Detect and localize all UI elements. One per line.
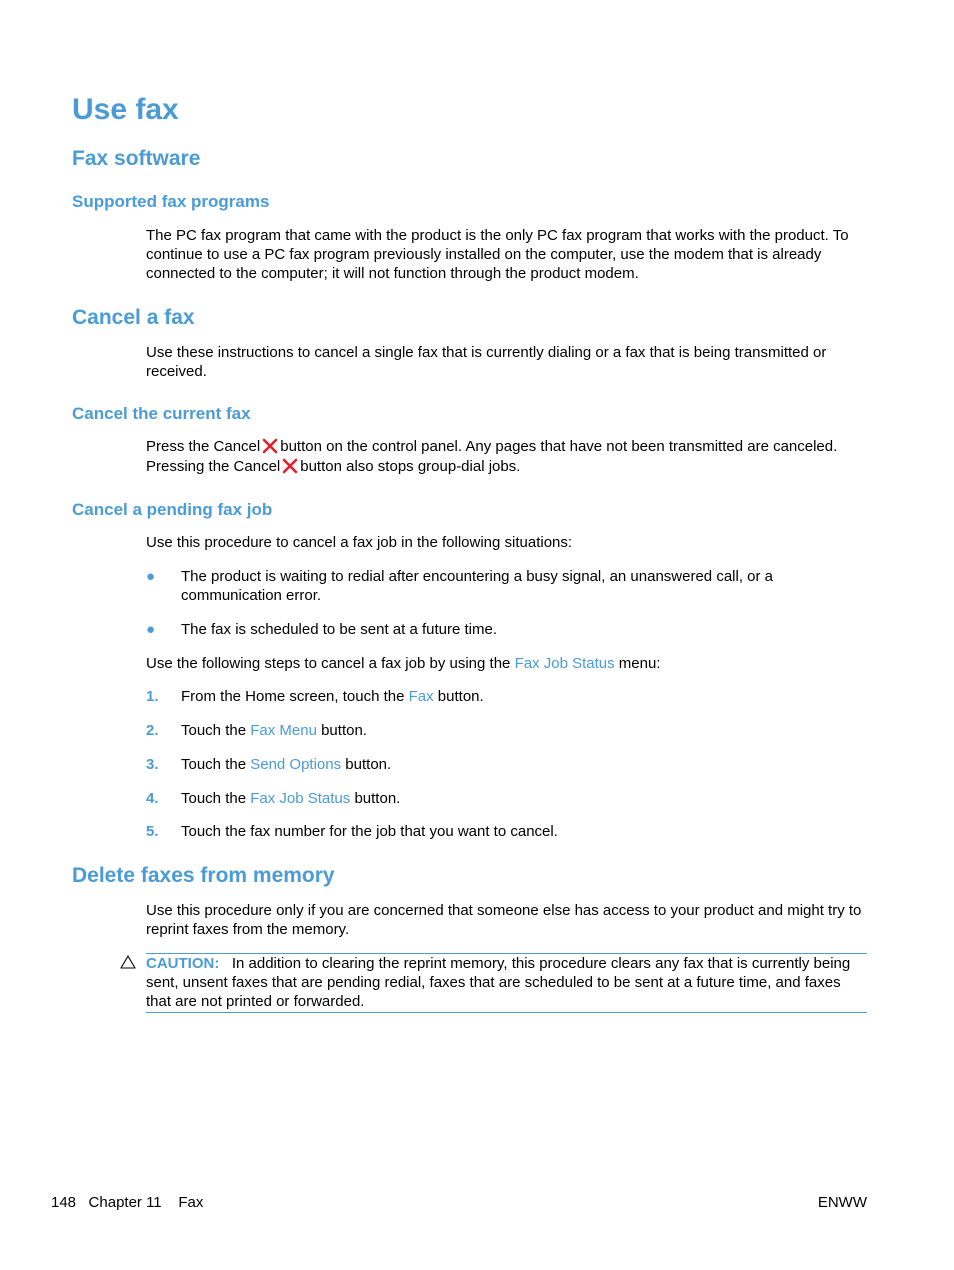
step-4-suffix: button. (354, 790, 401, 807)
pending-intro-text: Use this procedure to cancel a fax job in the following situations: (146, 534, 573, 551)
cancel-x-icon (262, 438, 278, 454)
cancel-x-icon (282, 458, 298, 474)
step-number-2: 2. (146, 722, 159, 739)
step-4 (181, 789, 841, 808)
step-number-1: 1. (146, 688, 159, 705)
step-4-link-fax-job-status: Fax Job Status (250, 790, 351, 807)
step-2-suffix: button. (321, 722, 367, 739)
page-title: Use fax (72, 93, 179, 126)
step-number-4: 4. (146, 790, 159, 807)
step-number-3: 3. (146, 756, 159, 773)
steps-intro-text (146, 654, 868, 673)
footer-left (51, 1193, 203, 1212)
step-number-5: 5. (146, 823, 159, 840)
cancel-current-line1-b: button on the control panel. Any pages that have not been transmitted are canceled. (280, 438, 838, 455)
steps-intro-a: Use the following steps to cancel a fax job by using the (146, 655, 511, 672)
step-3-link-send-options: Send Options (250, 756, 342, 773)
caution-bottom-rule (146, 1012, 867, 1013)
footer-page-number: 148 (51, 1194, 77, 1211)
footer-right: ENWW (817, 1194, 867, 1211)
step-2-text: Touch the (181, 722, 247, 739)
heading-cancel-current-fax: Cancel the current fax (72, 404, 251, 423)
cancel-current-line1-a: Press the Cancel (146, 438, 261, 455)
steps-intro-b: menu: (618, 655, 661, 672)
heading-cancel-pending-fax-job: Cancel a pending fax job (72, 500, 273, 519)
step-4-text: Touch the (181, 790, 247, 807)
caution-note (146, 954, 868, 1011)
caution-label: CAUTION: (146, 955, 220, 972)
bullet-dot-icon: ● (146, 621, 156, 638)
heading-supported-fax-programs: Supported fax programs (72, 192, 270, 211)
step-1-link-fax: Fax (408, 688, 434, 705)
step-5-text: Touch the fax number for the job that you want to cancel. (181, 823, 558, 840)
delete-intro-text: Use this procedure only if you are concerned that someone else has access to your product and might try to reprint faxes from the memory. (146, 902, 862, 938)
step-5 (181, 822, 841, 841)
caution-text: In addition to clearing the reprint memory, this procedure clears any fax that is currently being sent, unsent faxes that are pending redial, faxes that are scheduled to be sent at a future time, and faxes that are not printed or forwarded. (146, 955, 851, 1010)
steps-intro-link-fax-job-status: Fax Job Status (514, 655, 615, 672)
cancel-current-line2-a: Pressing the Cancel (146, 458, 281, 475)
cancel-intro-text: Use these instructions to cancel a single fax that is currently dialing or a fax that is being transmitted or received. (146, 344, 827, 380)
step-1 (181, 687, 841, 706)
heading-fax-software: Fax software (72, 147, 201, 170)
bullet-dot-icon: ● (146, 568, 156, 585)
step-1-text: From the Home screen, touch the (181, 688, 405, 705)
cancel-current-line2-b: button also stops group-dial jobs. (300, 458, 521, 475)
step-3 (181, 755, 841, 774)
cancel-current-line-2 (146, 457, 868, 476)
bullet-item-1: The product is waiting to redial after encountering a busy signal, an unanswered call, or a communication error. (181, 568, 774, 604)
cancel-current-line-1 (146, 437, 868, 456)
bullet-item-2: The fax is scheduled to be sent at a future time. (181, 621, 498, 638)
heading-cancel-a-fax: Cancel a fax (72, 306, 195, 329)
step-3-suffix: button. (345, 756, 392, 773)
supported-fax-programs-text: The PC fax program that came with the product is the only PC fax program that works with the product. To continue to use a PC fax program previously installed on the computer, use the modem that is already connected to the computer; it will not function through the product modem. (146, 227, 849, 282)
cancel-current-text (146, 437, 868, 476)
step-3-text: Touch the (181, 756, 247, 773)
step-2-link-fax-menu: Fax Menu (250, 722, 317, 739)
step-2 (181, 721, 841, 740)
heading-delete-faxes-from-memory: Delete faxes from memory (72, 864, 335, 887)
caution-triangle-icon (120, 955, 136, 969)
footer-section: Fax (178, 1194, 204, 1211)
step-1-suffix: button. (437, 688, 484, 705)
footer-chapter: Chapter 11 (88, 1194, 162, 1211)
